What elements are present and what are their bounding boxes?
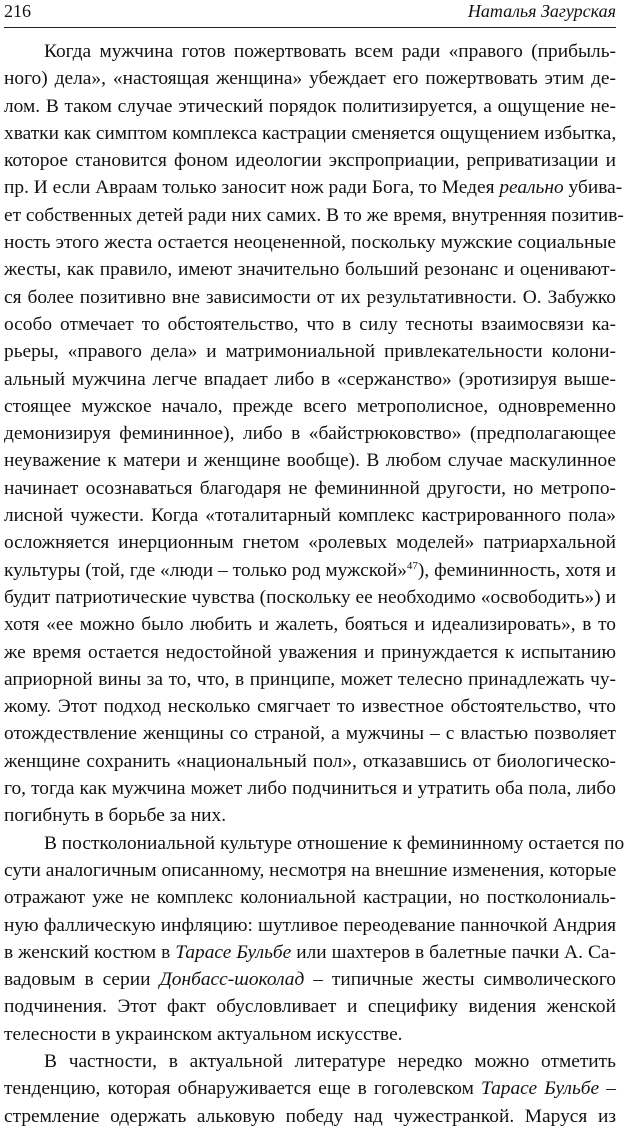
text-run: Когда мужчина готов пожертвовать всем ради «правого (прибыль- (44, 41, 616, 62)
text-run: жесты, как правило, имеют значительно больший резонанс и оценивают- (4, 259, 616, 281)
text-line (4, 748, 616, 775)
text-run: подчинения. Этот факт обусловливает и специфику видения женской (4, 996, 616, 1018)
text-run: хотя «ее можно было любить и жалеть, бояться и идеализировать», в то (4, 614, 616, 636)
italic-title: Тарасе Бульбе (481, 1078, 600, 1100)
text-run: погибнуть в борьбе за них. (4, 805, 227, 827)
text-run: же время остается недостойной уважения и принуждается к испытанию (4, 641, 616, 663)
text-run: начинает осознаваться благодаря не фемининной другости, но метропо- (4, 477, 616, 499)
text-run: тенденцию, которая обнаруживается еще в гоголевском (4, 1078, 481, 1100)
text-run: женщине сохранить «национальный пол», отказавшись от биологическо- (4, 750, 616, 772)
page-number: 216 (4, 1, 31, 21)
text-run: жому. Этот подход несколько смягчает то известное обстоятельство, что (4, 696, 616, 718)
text-run: культуры (той, где «люди – только род мужской» (4, 559, 407, 581)
text-run: лом. В таком случае этический порядок политизируется, а ощущение не- (4, 95, 616, 117)
text-line (4, 912, 616, 939)
text-run: неуважение к матери и женщине вообще). В любом случае маскулинное (4, 450, 616, 472)
text-line (4, 311, 616, 338)
text-line (4, 65, 616, 92)
text-line (4, 857, 616, 884)
text-line (4, 447, 616, 474)
text-line (4, 939, 616, 966)
text-line (4, 475, 616, 502)
text-run: лисной чужести. Когда «тоталитарный комплекс кастрированного пола» (4, 505, 616, 527)
text-line (4, 584, 616, 611)
text-line (4, 147, 616, 174)
text-run: хватки как симптом комплекса кастрации сменяется ощущением избытка, (4, 122, 617, 144)
text-line (4, 393, 616, 420)
text-line (4, 666, 616, 693)
text-line (4, 802, 616, 829)
text-line (4, 202, 624, 229)
text-run: отождествление женщины со страной, а мужчины – с властью позволяет (4, 723, 616, 745)
text-run: вадовым в серии (4, 969, 160, 991)
italic-title: реально (499, 177, 564, 199)
text-line (4, 93, 616, 120)
text-run: ся более позитивно вне зависимости от их результативности. О. Забужко (4, 286, 616, 308)
text-line (4, 256, 616, 283)
text-run: ность этого жеста остается неоцененной, поскольку мужские социальные (4, 232, 616, 254)
text-run: будит патриотические чувства (поскольку ее необходимо «освободить») и (4, 586, 616, 608)
running-head-author: Наталья Загурская (467, 1, 616, 21)
text-run: рьеры, «правого дела» и матримониальной привлекательности колони- (4, 341, 616, 363)
text-run: стоящее мужское начало, прежде всего метрополисное, одновременно (4, 395, 616, 417)
text-run: которое становится фоном идеологии экспроприации, реприватизации и (4, 150, 616, 172)
footnote-ref: 47 (406, 559, 418, 572)
text-line (4, 1103, 616, 1130)
text-run: в женский костюм в (4, 941, 176, 963)
text-run: – (599, 1078, 616, 1100)
text-line (4, 529, 616, 556)
text-line (4, 884, 616, 911)
text-line (4, 338, 616, 365)
text-line (4, 284, 616, 311)
italic-title: Донбасс-шоколад (159, 969, 305, 991)
text-line (4, 502, 616, 529)
text-line (4, 229, 616, 256)
text-run: альный мужчина легче впадает либо в «сержанство» (эротизируя выше- (4, 368, 616, 390)
text-run: или шахтеров в балетные пачки А. Са- (291, 941, 616, 963)
text-line (4, 966, 616, 993)
text-run: телесности в украинском актуальном искусстве. (4, 1023, 403, 1045)
text-run: демонизируя фемининное), либо в «байстрюковство» (предполагающее (4, 423, 616, 445)
text-line (4, 639, 616, 666)
text-run: априорной вины за то, что, в принципе, может телесно принадлежать чу- (4, 668, 616, 690)
text-line (4, 420, 616, 447)
text-line (4, 830, 624, 857)
body-text (4, 38, 624, 1130)
text-line (4, 611, 616, 638)
text-line (4, 720, 616, 747)
text-line (4, 38, 616, 65)
text-run: стремление одержать альковую победу над чужестранкой. Маруся из (4, 1105, 616, 1127)
text-line (4, 557, 616, 584)
text-run: отражают уже не комплекс колониальной кастрации, но постколониаль- (4, 887, 616, 909)
text-run: ную фаллическую инфляцию: шутливое переодевание панночкой Андрия (4, 914, 616, 936)
text-run: сути аналогичным описанному, несмотря на внешние изменения, которые (4, 859, 617, 881)
text-run: убива- (563, 177, 623, 199)
text-run: осложняется инерционным гнетом «ролевых моделей» патриархальной (4, 532, 616, 554)
text-line (4, 775, 616, 802)
text-run: ного) дела», «настоящая женщина» убеждает его пожертвовать этим де- (4, 68, 616, 90)
text-run: В частности, в актуальной литературе нередко можно отметить (44, 1050, 616, 1072)
header-rule (4, 27, 616, 28)
text-run: го, тогда как мужчина может либо подчиниться и утратить оба пола, либо (4, 778, 616, 800)
text-line (4, 693, 616, 720)
text-run: В постколониальной культуре отношение к фемининному остается по (44, 832, 624, 854)
text-run: особо отмечает то обстоятельство, что в силу тесноты взаимосвязи ка- (4, 313, 616, 335)
page-header (4, 0, 616, 24)
text-line (4, 1021, 616, 1048)
text-line (4, 174, 623, 201)
text-line (4, 120, 616, 147)
text-run: ), фемининность, хотя и (417, 559, 616, 581)
text-run: – типичные жесты символического (304, 969, 617, 991)
text-run: пр. И если Авраам только заносит нож ради Бога, то Медея (4, 177, 500, 199)
text-run: ет собственных детей ради них самих. В то же время, внутренняя позитив- (4, 204, 624, 226)
italic-title: Тарасе Бульбе (175, 941, 292, 963)
text-line (4, 366, 616, 393)
text-line (4, 1075, 616, 1102)
text-line (4, 993, 616, 1020)
text-line (4, 1048, 616, 1075)
